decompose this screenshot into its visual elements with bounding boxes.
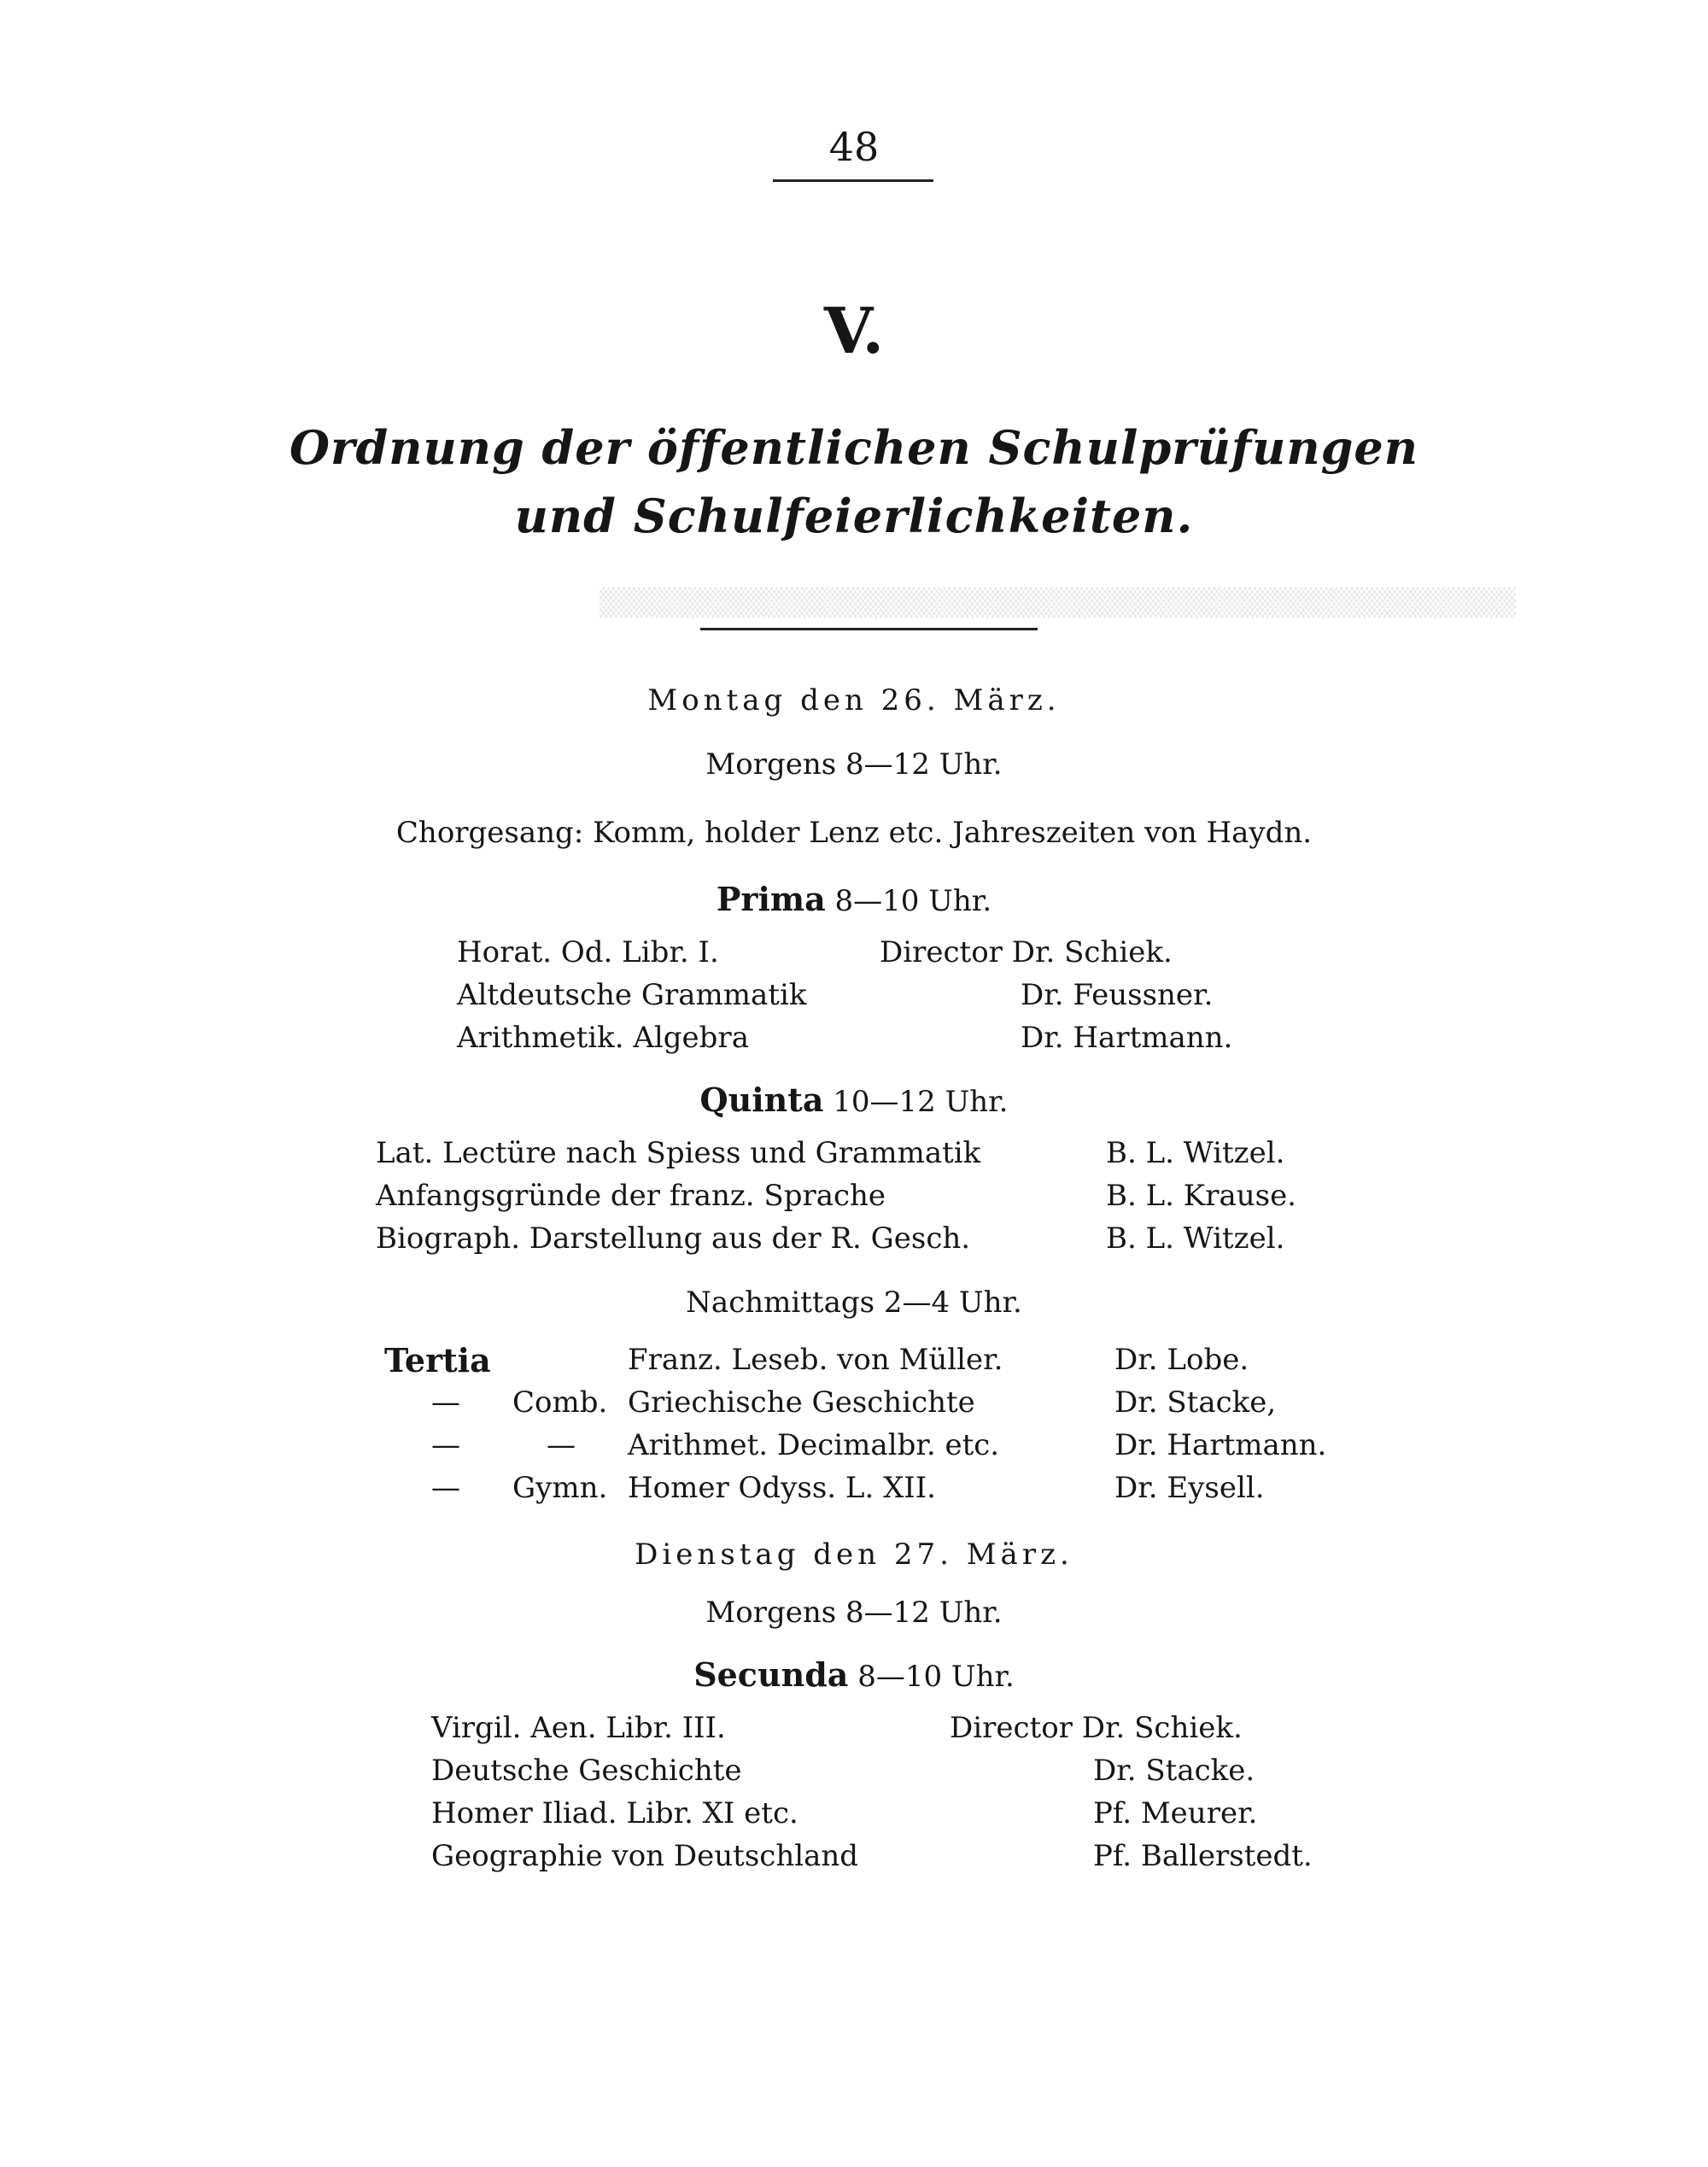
secunda-teacher-1: Director Dr. Schiek. bbox=[950, 1711, 1243, 1745]
tertia-dash-4: — bbox=[431, 1471, 460, 1505]
prima-teacher-2: Dr. Feussner. bbox=[1021, 978, 1214, 1012]
page-number: 48 bbox=[828, 124, 880, 170]
secunda-subject-1: Virgil. Aen. Libr. III. bbox=[431, 1711, 726, 1745]
prima-heading bbox=[0, 880, 1708, 918]
day1-heading: Montag den 26. März. bbox=[647, 683, 1061, 717]
tertia-subject-1: Franz. Leseb. von Müller. bbox=[628, 1343, 1003, 1377]
day2-heading: Dienstag den 27. März. bbox=[635, 1537, 1073, 1572]
secunda-subject-4: Geographie von Deutschland bbox=[431, 1839, 859, 1873]
quinta-subject-3: Biograph. Darstellung aus der R. Gesch. bbox=[376, 1221, 971, 1256]
section-title-line-1: Ordnung der öffentlichen Schulprüfungen bbox=[289, 420, 1419, 475]
prima-teacher-3: Dr. Hartmann. bbox=[1021, 1021, 1233, 1055]
quinta-teacher-2: B. L. Krause. bbox=[1106, 1179, 1296, 1213]
tertia-subject-2: Griechische Geschichte bbox=[628, 1385, 975, 1420]
prima-subject-1: Horat. Od. Libr. I. bbox=[457, 935, 719, 969]
secunda-heading bbox=[0, 1655, 1708, 1694]
prima-label: Prima bbox=[716, 880, 826, 918]
prima-time: 8—10 Uhr. bbox=[834, 884, 992, 918]
quinta-label: Quinta bbox=[699, 1081, 824, 1119]
tertia-subject-4: Homer Odyss. L. XII. bbox=[628, 1471, 936, 1505]
tertia-subject-3: Arithmet. Decimalbr. etc. bbox=[628, 1428, 1000, 1462]
secunda-subject-2: Deutsche Geschichte bbox=[431, 1754, 742, 1788]
tertia-group-4: Gymn. bbox=[512, 1471, 608, 1505]
quinta-subject-1: Lat. Lectüre nach Spiess und Grammatik bbox=[376, 1136, 981, 1170]
day1-morning-time: Morgens 8—12 Uhr. bbox=[705, 747, 1003, 782]
secunda-teacher-4: Pf. Ballerstedt. bbox=[1093, 1839, 1313, 1873]
prima-subject-3: Arithmetik. Algebra bbox=[457, 1021, 749, 1055]
tertia-group-2: Comb. bbox=[512, 1385, 608, 1420]
tertia-teacher-1: Dr. Lobe. bbox=[1114, 1343, 1249, 1377]
secunda-teacher-2: Dr. Stacke. bbox=[1093, 1754, 1255, 1788]
section-title-line-2: und Schulfeierlichkeiten. bbox=[514, 489, 1194, 543]
secunda-teacher-3: Pf. Meurer. bbox=[1093, 1796, 1258, 1830]
day2-morning-time: Morgens 8—12 Uhr. bbox=[705, 1596, 1003, 1630]
tertia-group-3: — bbox=[547, 1428, 576, 1462]
page-number-rule bbox=[773, 179, 933, 182]
quinta-time: 10—12 Uhr. bbox=[833, 1085, 1009, 1119]
quinta-subject-2: Anfangsgründe der franz. Sprache bbox=[376, 1179, 886, 1213]
secunda-label: Secunda bbox=[693, 1655, 849, 1694]
tertia-teacher-3: Dr. Hartmann. bbox=[1114, 1428, 1327, 1462]
day1-afternoon-time: Nachmittags 2—4 Uhr. bbox=[686, 1286, 1022, 1320]
tertia-teacher-4: Dr. Eysell. bbox=[1114, 1471, 1265, 1505]
section-numeral: V. bbox=[823, 295, 885, 368]
tertia-dash-2: — bbox=[431, 1385, 460, 1420]
prima-subject-2: Altdeutsche Grammatik bbox=[457, 978, 807, 1012]
prima-teacher-1: Director Dr. Schiek. bbox=[880, 935, 1173, 969]
tertia-teacher-2: Dr. Stacke, bbox=[1114, 1385, 1277, 1420]
title-rule bbox=[700, 628, 1038, 630]
bleed-through-texture: ▒▒▒▒▒▒▒▒▒▒▒▒▒▒▒▒▒▒▒▒▒▒▒▒▒▒▒▒▒▒▒▒▒▒▒▒▒▒▒▒▒▒▒▒▒ bbox=[600, 588, 1516, 618]
quinta-heading bbox=[0, 1081, 1708, 1119]
quinta-teacher-3: B. L. Witzel. bbox=[1106, 1221, 1285, 1256]
chorgesang-line: Chorgesang: Komm, holder Lenz etc. Jahreszeiten von Haydn. bbox=[395, 816, 1313, 850]
quinta-teacher-1: B. L. Witzel. bbox=[1106, 1136, 1285, 1170]
secunda-subject-3: Homer Iliad. Libr. XI etc. bbox=[431, 1796, 798, 1830]
tertia-dash-3: — bbox=[431, 1428, 460, 1462]
tertia-label: Tertia bbox=[384, 1341, 491, 1379]
secunda-time: 8—10 Uhr. bbox=[857, 1660, 1015, 1694]
